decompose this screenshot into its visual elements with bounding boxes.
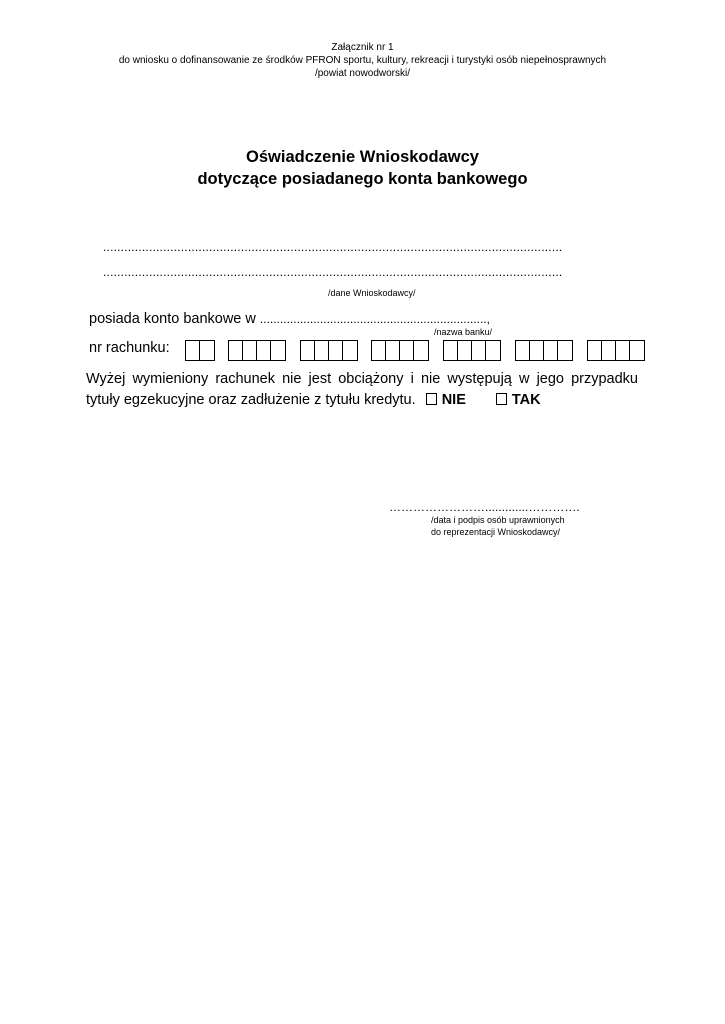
account-digit-box[interactable] [186, 341, 200, 360]
checkbox-no[interactable] [426, 393, 437, 405]
account-digit-box[interactable] [329, 341, 343, 360]
account-digit-box[interactable] [530, 341, 544, 360]
account-digit-box[interactable] [414, 341, 428, 360]
attachment-number: Załącznik nr 1 [331, 42, 394, 53]
account-digit-box[interactable] [630, 341, 644, 360]
account-digit-box[interactable] [616, 341, 630, 360]
account-digit-box[interactable] [602, 341, 616, 360]
account-digit-box[interactable] [301, 341, 315, 360]
checkbox-yes[interactable] [496, 393, 507, 405]
bank-label: posiada konto bankowe w [89, 311, 256, 327]
account-digit-box[interactable] [486, 341, 500, 360]
account-digit-box[interactable] [558, 341, 572, 360]
account-digit-box[interactable] [400, 341, 414, 360]
document-subtitle: dotyczące posiadanego konta bankowego [197, 170, 528, 188]
option-yes[interactable]: TAK [496, 392, 541, 408]
account-digit-group[interactable] [443, 340, 501, 361]
attachment-county: /powiat nowodworski/ [314, 68, 411, 79]
account-digit-group[interactable] [515, 340, 573, 361]
account-digit-box[interactable] [315, 341, 329, 360]
account-digit-group[interactable] [371, 340, 429, 361]
account-digit-box[interactable] [516, 341, 530, 360]
document-title: Oświadczenie Wnioskodawcy [246, 148, 479, 166]
signature-field[interactable]: …………………….............…………. [389, 500, 580, 514]
account-digit-box[interactable] [343, 341, 357, 360]
account-digit-box[interactable] [588, 341, 602, 360]
bank-account-line [89, 311, 490, 327]
account-digit-box[interactable] [458, 341, 472, 360]
account-digit-box[interactable] [444, 341, 458, 360]
statement-text-2: tytuły egzekucyjne oraz zadłużenie z tytułu kredytu. [86, 392, 416, 408]
option-no[interactable]: NIE [426, 392, 466, 408]
account-digit-box[interactable] [229, 341, 243, 360]
attachment-description: do wniosku o dofinansowanie ze środków PFRON sportu, kultury, rekreacji i turystyki osób niepełnosprawnych [118, 55, 607, 66]
account-digit-box[interactable] [472, 341, 486, 360]
applicant-data-field-1[interactable]: .................................................................................................................................. [103, 240, 563, 254]
account-digit-box[interactable] [243, 341, 257, 360]
account-digit-box[interactable] [200, 341, 214, 360]
applicant-data-caption: /dane Wnioskodawcy/ [328, 288, 416, 298]
statement-line-2 [86, 392, 541, 408]
account-digit-group[interactable] [228, 340, 286, 361]
account-digit-group[interactable] [587, 340, 645, 361]
account-digit-box[interactable] [386, 341, 400, 360]
account-number-boxes[interactable] [0, 340, 725, 361]
bank-name-caption: /nazwa banku/ [434, 327, 493, 337]
account-digit-group[interactable] [300, 340, 358, 361]
statement-line-1: Wyżej wymieniony rachunek nie jest obciążony i nie występują w jego przypadku [86, 371, 638, 387]
signature-caption-2: do reprezentacji Wnioskodawcy/ [431, 527, 561, 537]
account-digit-group[interactable] [185, 340, 215, 361]
account-number-label: nr rachunku: [89, 340, 170, 356]
bank-name-field[interactable]: ...................................................................., [259, 312, 490, 326]
account-digit-box[interactable] [257, 341, 271, 360]
account-digit-box[interactable] [271, 341, 285, 360]
applicant-data-field-2[interactable]: .................................................................................................................................. [103, 265, 563, 279]
account-digit-box[interactable] [372, 341, 386, 360]
account-digit-box[interactable] [544, 341, 558, 360]
signature-caption-1: /data i podpis osób uprawnionych [431, 515, 565, 525]
